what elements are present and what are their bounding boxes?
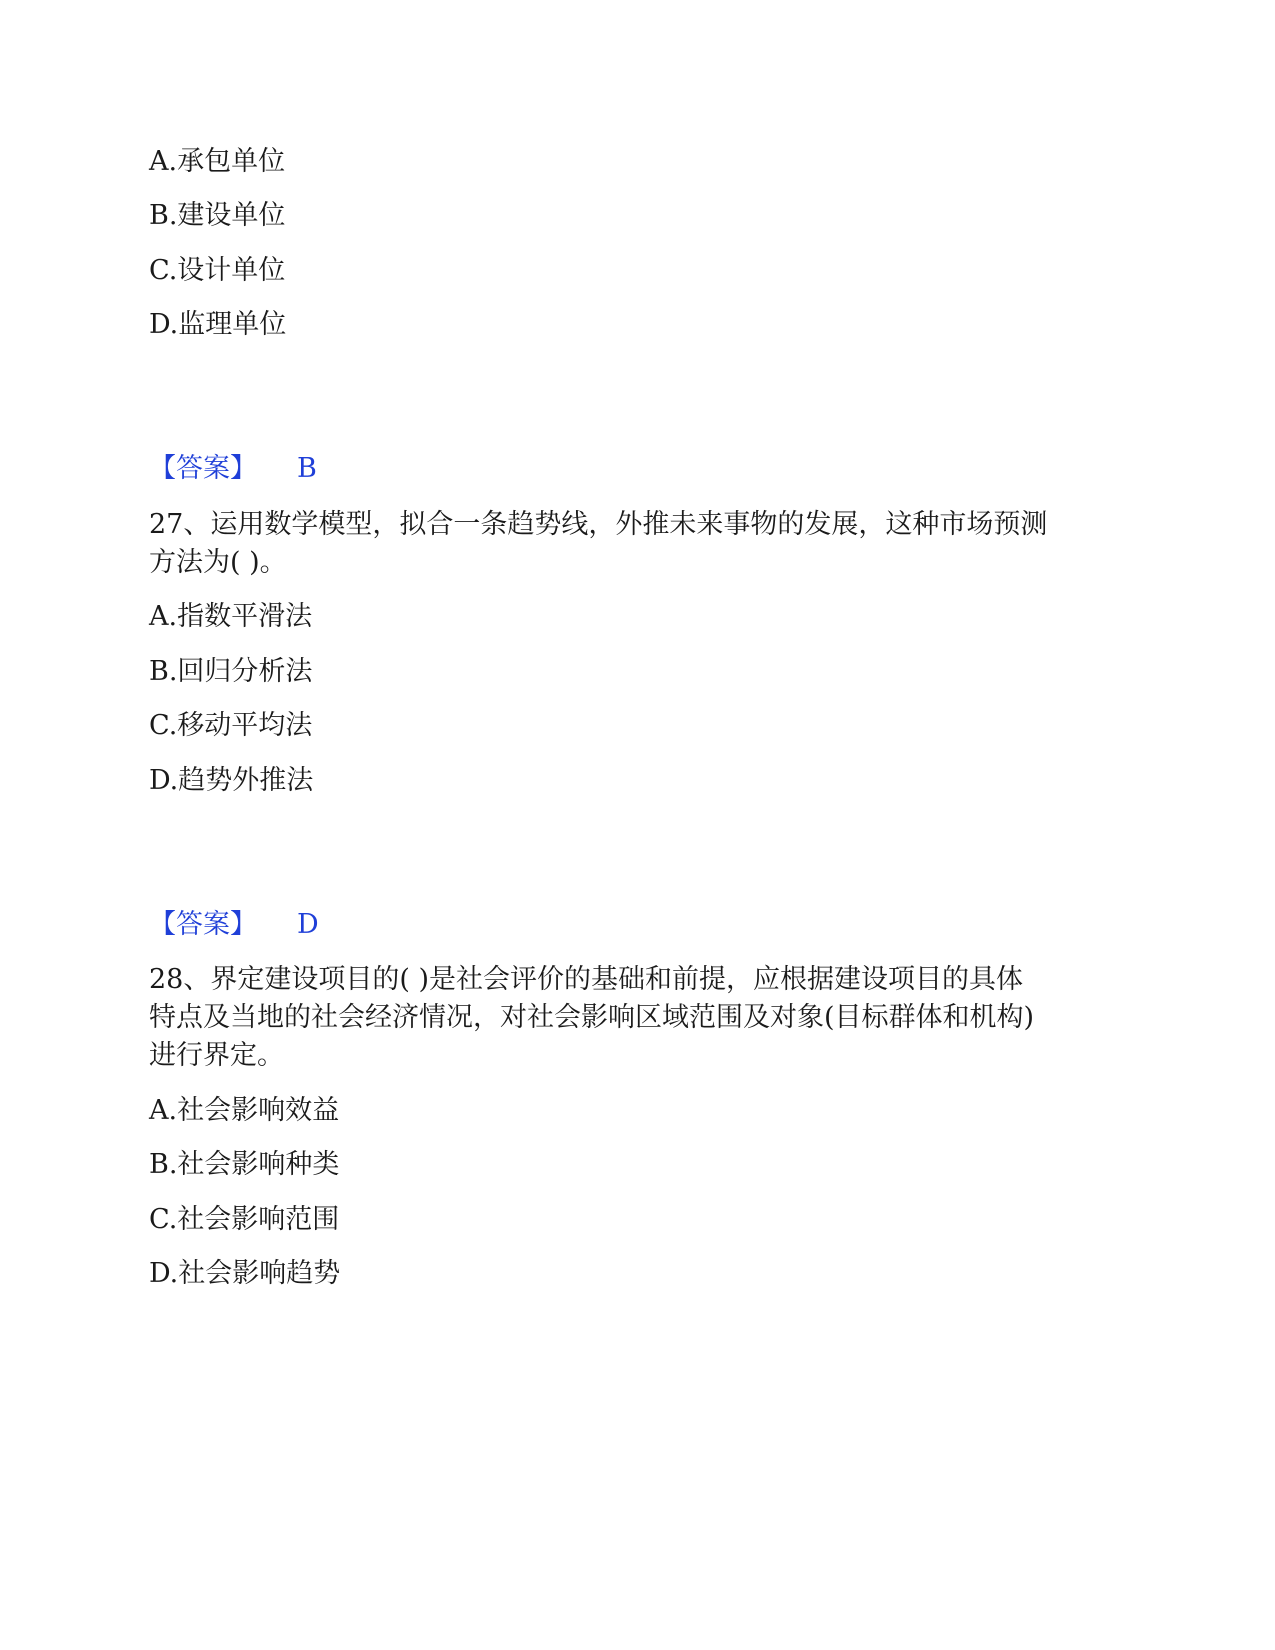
answer-line <box>149 449 317 489</box>
answer-value: B <box>297 453 317 484</box>
option-b: B.建设单位 <box>149 200 286 231</box>
question-28-option-a: A.社会影响效益 <box>149 1095 340 1126</box>
option-d: D.监理单位 <box>149 309 287 340</box>
question-27-answer-label: 【答案】 <box>149 909 257 940</box>
question-27-answer-value: D <box>297 909 319 940</box>
question-27-option-d: D.趋势外推法 <box>149 765 314 796</box>
question-27-stem-line-1: 27、运用数学模型，拟合一条趋势线，外推未来事物的发展，这种市场预测 <box>149 509 1048 540</box>
answer-label: 【答案】 <box>149 453 257 484</box>
option-a: A.承包单位 <box>149 146 286 177</box>
option-c: C.设计单位 <box>149 255 286 286</box>
question-28-stem-line-1: 28、界定建设项目的( )是社会评价的基础和前提，应根据建设项目的具体 <box>149 964 1024 995</box>
question-28-stem-line-2: 特点及当地的社会经济情况，对社会影响区域范围及对象(目标群体和机构) <box>149 1002 1035 1033</box>
question-28-option-b: B.社会影响种类 <box>149 1149 340 1180</box>
question-28-stem-line-3: 进行界定。 <box>149 1040 284 1071</box>
question-28-option-d: D.社会影响趋势 <box>149 1258 341 1289</box>
question-27-option-a: A.指数平滑法 <box>149 601 313 632</box>
question-28-option-c: C.社会影响范围 <box>149 1204 340 1235</box>
question-27-option-c: C.移动平均法 <box>149 710 313 741</box>
question-27-answer-line <box>149 905 319 945</box>
question-27-stem-line-2: 方法为( )。 <box>149 547 287 578</box>
question-27-option-b: B.回归分析法 <box>149 656 313 687</box>
